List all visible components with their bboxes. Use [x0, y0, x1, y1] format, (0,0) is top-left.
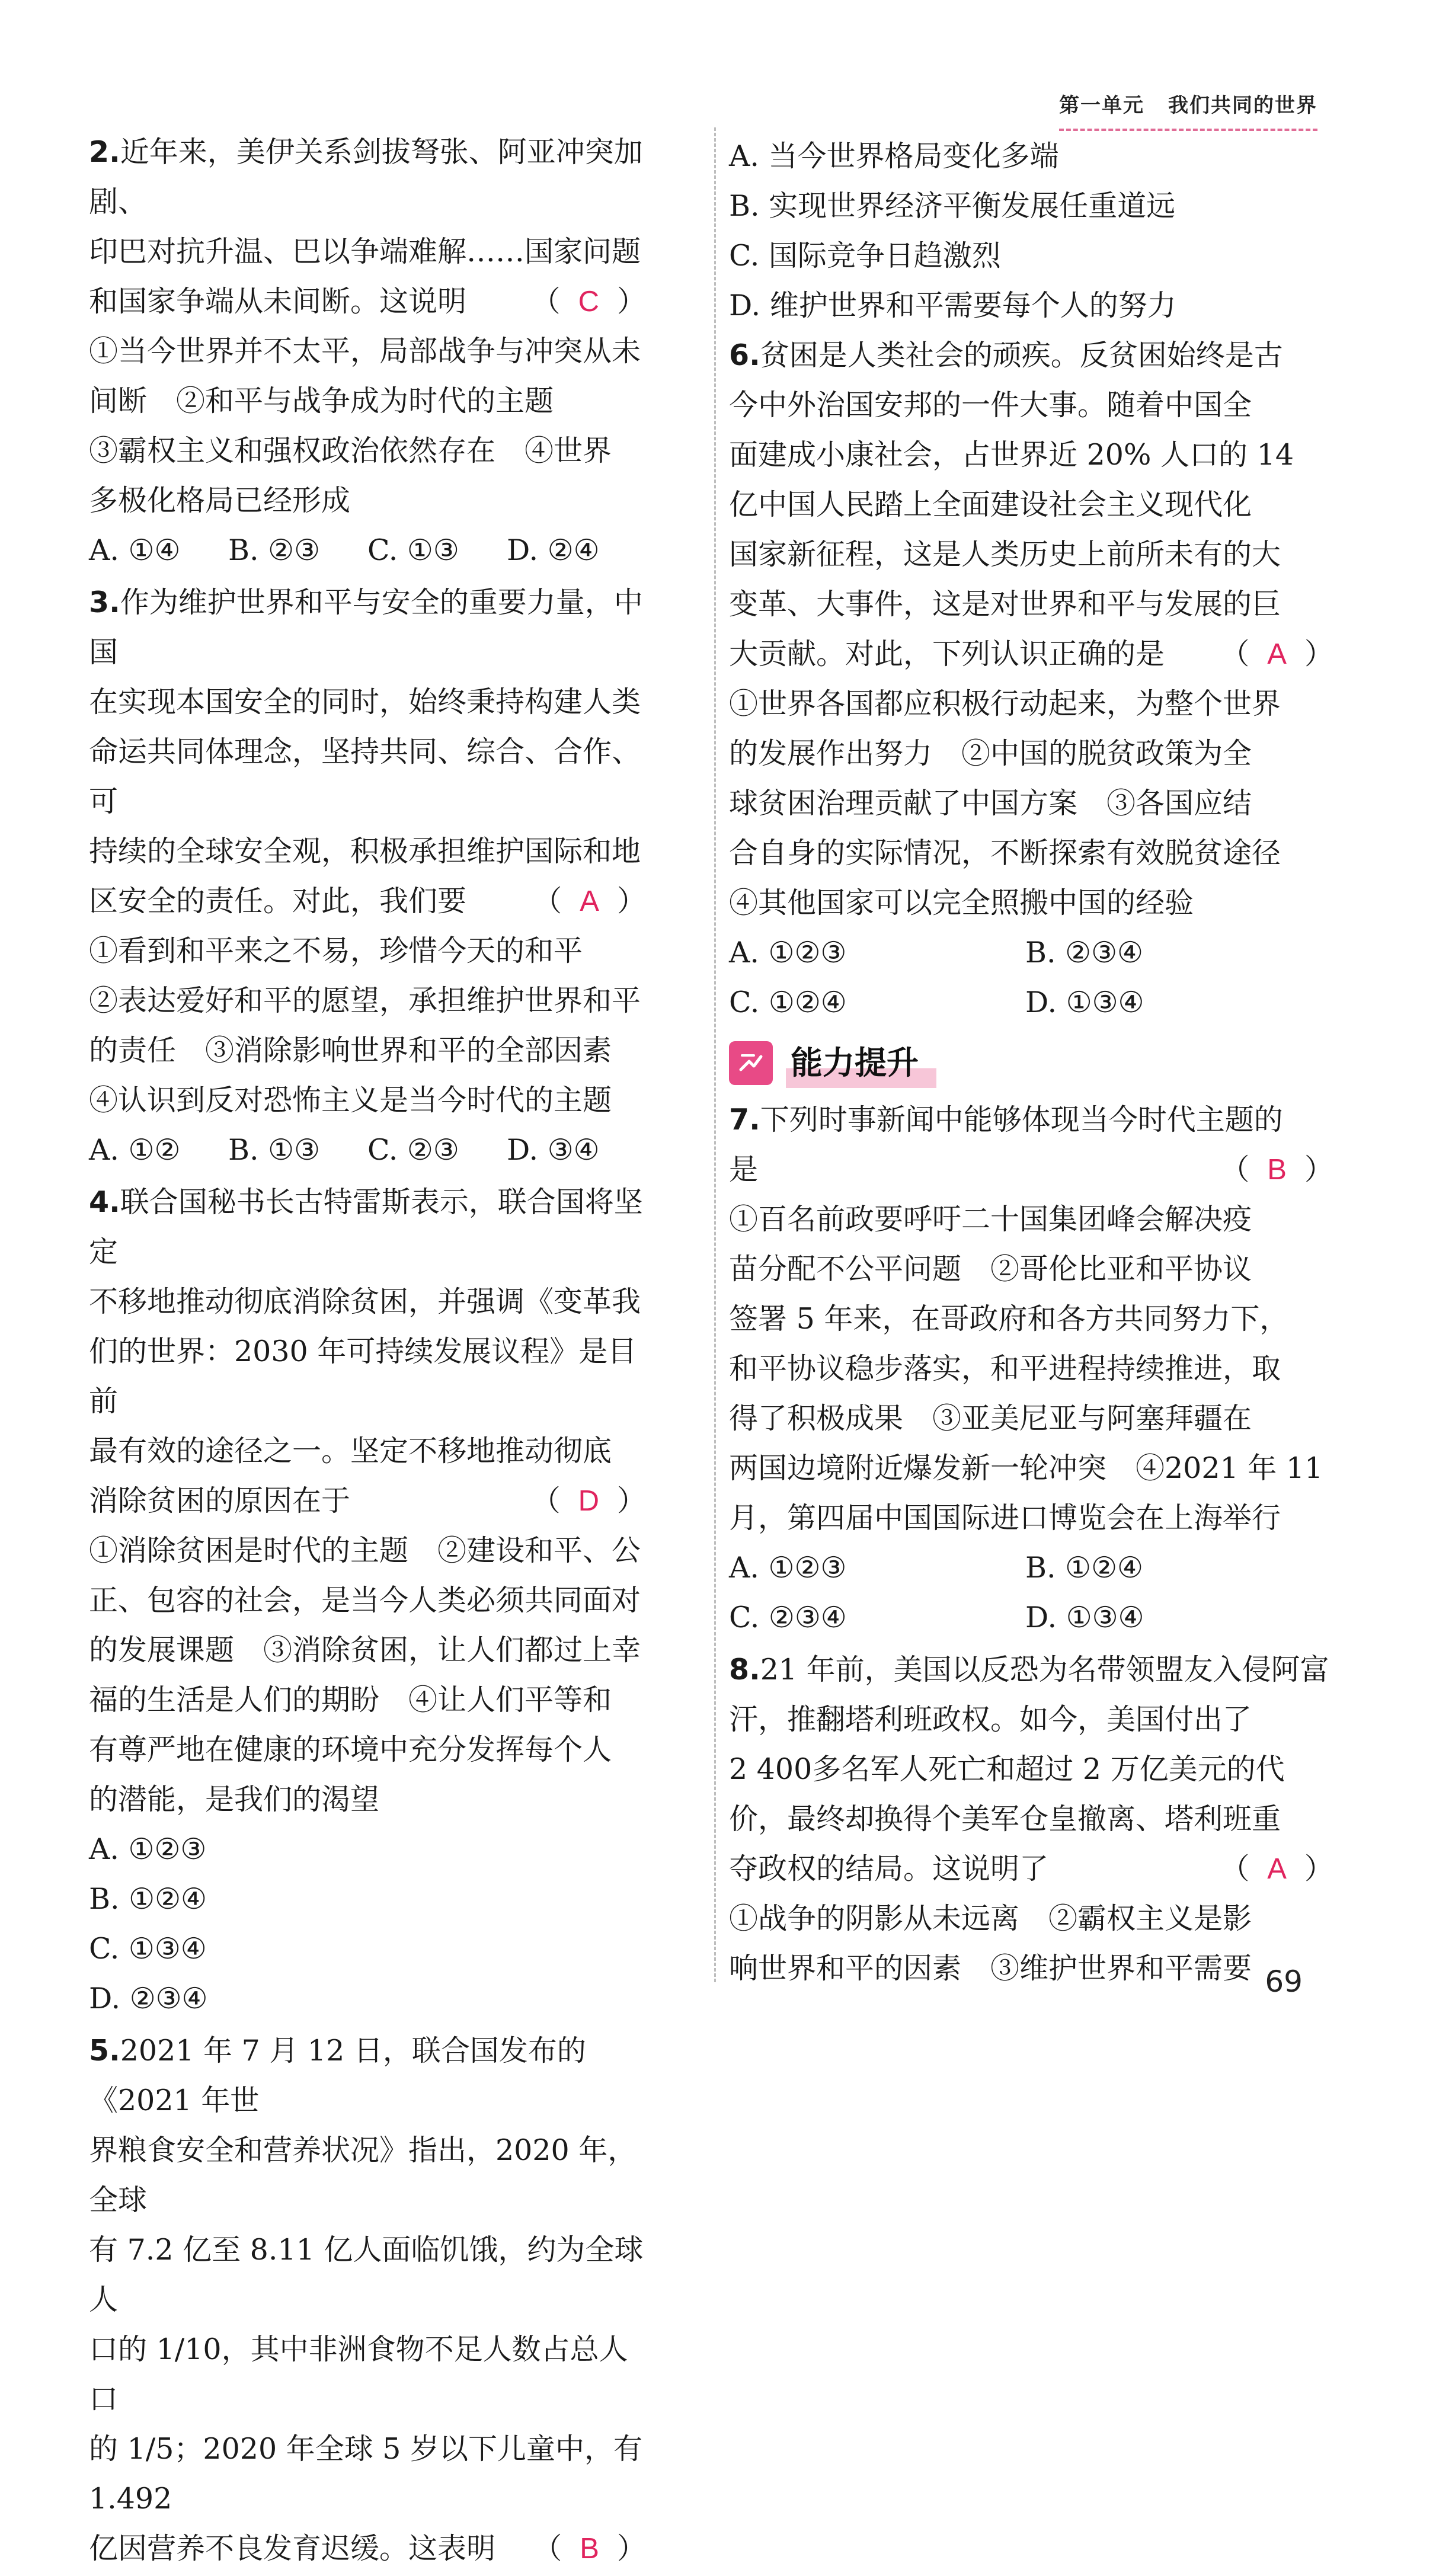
statement-line: ①看到和平来之不易，珍惜今天的和平 — [89, 934, 583, 968]
question-line — [729, 530, 1333, 580]
question-line — [729, 580, 1333, 629]
question-text: 不移地推动彻底消除贫困，并强调《变革我 — [89, 1285, 641, 1319]
answer-bracket: （ A ） — [1220, 637, 1333, 671]
statement-line: ③霸权主义和强权政治依然存在 ④世界 — [89, 434, 612, 468]
stem-end-text — [89, 277, 466, 327]
statement-line: ①百名前政要呼吁二十国集团峰会解决疫 — [729, 1202, 1252, 1236]
answer-letter: D — [578, 1485, 599, 1517]
question-text: 汗，推翻塔利班政权。如今，美国付出了 — [729, 1703, 1252, 1736]
statement-line: 福的生活是人们的期盼 ④让人们平等和 — [89, 1683, 612, 1717]
question-text: 价，最终却换得个美军仓皇撤离、塔利班重 — [729, 1802, 1281, 1836]
option: A. ①②③ — [729, 1551, 847, 1585]
option: D. ①③④ — [1025, 1601, 1144, 1634]
option: B. ①③ — [228, 1133, 321, 1167]
question-line — [89, 127, 646, 227]
stem-end-text — [89, 876, 466, 926]
answer-bracket: （ A ） — [533, 884, 646, 918]
question-text: 亿中国人民踏上全面建设社会主义现代化 — [729, 488, 1252, 521]
question-text: 2 400多名军人死亡和超过 2 万亿美元的代 — [729, 1752, 1285, 1786]
unit-label: 第一单元 — [1059, 94, 1144, 117]
question — [89, 2026, 646, 2574]
question — [89, 127, 646, 575]
unit-title: 我们共同的世界 — [1168, 94, 1317, 117]
answer-letter: B — [1267, 1154, 1287, 1186]
options-row — [89, 1125, 646, 1175]
page-number: 69 — [1265, 1964, 1303, 1999]
stem-end-words: 夺政权的结局。这说明了 — [729, 1852, 1049, 1886]
section-title: 能力提升 — [786, 1038, 936, 1088]
section-badge-icon — [729, 1041, 773, 1085]
stem-end-words: 亿因营养不良发育迟缓。这表明 — [89, 2532, 496, 2565]
question-text: 作为维护世界和平与安全的重要力量，中国 — [89, 585, 643, 669]
statement-line: ①消除贫困是时代的主题 ②建设和平、公 — [89, 1534, 641, 1567]
right-questions-group-1 — [729, 331, 1333, 1028]
statement-line: 和平协议稳步落实，和平进程持续推进，取 — [729, 1352, 1281, 1385]
question-text: 贫困是人类社会的顽疾。反贫困始终是古 — [760, 338, 1283, 372]
question-line — [89, 1177, 646, 1277]
question-stem-end — [729, 629, 1333, 679]
option: A. ①④ — [89, 533, 181, 567]
question-line — [89, 1327, 646, 1426]
question-stem-end — [729, 1844, 1333, 1894]
statement-line: ②表达爱好和平的愿望，承担维护世界和平 — [89, 984, 641, 1017]
q5-options — [729, 132, 1333, 331]
question-text: 持续的全球安全观，积极承担维护国际和地 — [89, 834, 641, 868]
question-line — [729, 1095, 1333, 1145]
question-line — [89, 2325, 646, 2424]
statement-line: 多极化格局已经形成 — [89, 484, 351, 517]
question-stem-end — [89, 876, 646, 926]
question-text: 印巴对抗升温、巴以争端难解……国家问题 — [89, 235, 641, 268]
answer-bracket: （ B ） — [1220, 1153, 1333, 1186]
question-text: 界粮食安全和营养状况》指出，2020 年，全球 — [89, 2133, 637, 2217]
option: D. ②④ — [507, 533, 600, 567]
question-stem-end — [89, 277, 646, 327]
question-line — [729, 331, 1333, 380]
statement-line: 苗分配不公平问题 ②哥伦比亚和平协议 — [729, 1252, 1252, 1286]
answer-letter: B — [580, 2533, 599, 2565]
option: B. ②③ — [228, 533, 321, 567]
statement-line: ①世界各国都应积极行动起来，为整个世界 — [729, 687, 1281, 721]
option: C. ①③④ — [89, 1932, 207, 1966]
question-line — [729, 430, 1333, 480]
option: D. ②③④ — [89, 1982, 208, 2015]
stem-end-words: 消除贫困的原因在于 — [89, 1484, 351, 1518]
statement-line: 的发展课题 ③消除贫困，让人们都过上幸 — [89, 1633, 641, 1667]
question-number: 5. — [89, 2034, 120, 2068]
column-divider — [714, 127, 716, 1982]
answer-bracket: （ C ） — [531, 284, 646, 318]
statement-line: 正、包容的社会，是当今人类必须共同面对 — [89, 1583, 641, 1617]
right-column — [729, 132, 1333, 1996]
statement-line: 球贫困治理贡献了中国方案 ③各国应结 — [729, 786, 1252, 820]
options-row — [729, 928, 1333, 978]
question-text: 联合国秘书长古特雷斯表示，联合国将坚定 — [89, 1185, 643, 1269]
answer-bracket: （ D ） — [531, 1484, 646, 1518]
stem-end-words: 大贡献。对此，下列认识正确的是 — [729, 637, 1165, 671]
question-line — [729, 1645, 1333, 1695]
section-heading — [729, 1035, 1333, 1092]
statement-line: 的发展作出努力 ②中国的脱贫政策为全 — [729, 737, 1252, 770]
statement-line: 有尊严地在健康的环境中充分发挥每个人 — [89, 1733, 612, 1767]
question-line — [89, 1426, 646, 1476]
question-text: 变革、大事件，这是对世界和平与发展的巨 — [729, 587, 1281, 621]
question-line — [89, 827, 646, 876]
options-row — [89, 526, 646, 575]
question-line — [89, 2225, 646, 2325]
question — [729, 1095, 1333, 1643]
left-column — [89, 127, 646, 2576]
question-number: 8. — [729, 1653, 760, 1687]
statement-line: 月，第四届中国国际进口博览会在上海举行 — [729, 1501, 1281, 1535]
answer-letter: A — [580, 885, 599, 917]
options-row — [89, 1924, 646, 2024]
stem-end-text — [89, 2524, 495, 2574]
question — [89, 1177, 646, 2024]
statement-line: 的潜能，是我们的渴望 — [89, 1783, 380, 1816]
question-text: 国家新征程，这是人类历史上前所未有的大 — [729, 537, 1281, 571]
option: D. ①③④ — [1025, 985, 1144, 1019]
statement-line: 合自身的实际情况，不断探索有效脱贫途径 — [729, 836, 1281, 870]
question — [89, 578, 646, 1175]
option: B. ①②④ — [89, 1882, 207, 1916]
statement-line: ④其他国家可以完全照搬中国的经验 — [729, 886, 1194, 920]
stem-end-words: 是 — [729, 1153, 759, 1186]
options-row — [89, 1825, 646, 1924]
question-text: 2021 年 7 月 12 日，联合国发布的《2021 年世 — [89, 2034, 586, 2117]
answer-bracket: （ B ） — [533, 2532, 646, 2565]
statement-line: ④认识到反对恐怖主义是当今时代的主题 — [89, 1083, 612, 1117]
question-number: 6. — [729, 338, 760, 372]
option: C. ②③ — [367, 1133, 459, 1167]
answer-letter: A — [1267, 638, 1287, 670]
question — [729, 331, 1333, 1028]
question-text: 有 7.2 亿至 8.11 亿人面临饥饿，约为全球人 — [89, 2233, 644, 2316]
option: C. ②③④ — [729, 1601, 847, 1634]
option-line: C. 国际竞争日趋激烈 — [729, 239, 1001, 273]
question-line — [729, 1745, 1333, 1794]
question-line — [89, 227, 646, 277]
question-number: 2. — [89, 135, 120, 169]
question-text: 下列时事新闻中能够体现当今时代主题的 — [760, 1103, 1283, 1137]
question-line — [89, 727, 646, 827]
question-number: 4. — [89, 1185, 120, 1219]
question-stem-end — [89, 2524, 646, 2574]
question-line — [729, 380, 1333, 430]
option: B. ②③④ — [1025, 936, 1143, 969]
option: A. ①②③ — [729, 936, 847, 969]
page-header — [1059, 89, 1317, 131]
option-line: D. 维护世界和平需要每个人的努力 — [729, 289, 1176, 322]
stem-end-words: 区安全的责任。对此，我们要 — [89, 884, 467, 918]
question-text: 21 年前，美国以反恐为名带领盟友入侵阿富 — [760, 1653, 1329, 1687]
question-line — [89, 578, 646, 677]
question-text: 近年来，美伊关系剑拔弩张、阿亚冲突加剧、 — [89, 135, 643, 219]
question-text: 面建成小康社会，占世界近 20% 人口的 14 — [729, 438, 1294, 472]
question-line — [729, 1794, 1333, 1844]
statement-line: ①战争的阴影从未远离 ②霸权主义是影 — [729, 1902, 1252, 1935]
question-text: 在实现本国安全的同时，始终秉持构建人类 — [89, 685, 641, 719]
statement-line: 的责任 ③消除影响世界和平的全部因素 — [89, 1033, 612, 1067]
question-stem-end — [729, 1145, 1333, 1195]
question-text: 口的 1/10，其中非洲食物不足人数占总人口 — [89, 2332, 628, 2416]
right-questions-group-2 — [729, 1095, 1333, 1993]
statement-line: 间断 ②和平与战争成为时代的主题 — [89, 384, 554, 418]
stem-end-text — [729, 629, 1165, 679]
question-line — [729, 480, 1333, 530]
question-text: 命运共同体理念，坚持共同、综合、合作、可 — [89, 735, 641, 818]
stem-end-text — [729, 1844, 1048, 1894]
option: A. ①② — [89, 1133, 181, 1167]
answer-bracket: （ A ） — [1220, 1852, 1333, 1886]
question-number: 7. — [729, 1103, 760, 1137]
option: D. ③④ — [507, 1133, 600, 1167]
question-text: 的 1/5；2020 年全球 5 岁以下儿童中，有1.492 — [89, 2432, 643, 2516]
statement-line: 两国边境附近爆发新一轮冲突 ④2021 年 11 — [729, 1451, 1323, 1485]
question-text: 们的世界：2030 年可持续发展议程》是目前 — [89, 1335, 637, 1418]
answer-letter: A — [1267, 1853, 1287, 1885]
stem-end-text — [729, 1145, 758, 1195]
option: B. ①②④ — [1025, 1551, 1143, 1585]
question-text: 今中外治国安邦的一件大事。随着中国全 — [729, 388, 1252, 422]
stem-end-words: 和国家争端从未间断。这说明 — [89, 284, 467, 318]
question-stem-end — [89, 1476, 646, 1526]
statement-line: 得了积极成果 ③亚美尼亚与阿塞拜疆在 — [729, 1401, 1252, 1435]
statement-line: 响世界和平的因素 ③维护世界和平需要 — [729, 1951, 1252, 1985]
question-number: 3. — [89, 585, 120, 619]
answer-letter: C — [578, 286, 599, 318]
option: C. ①②④ — [729, 985, 847, 1019]
option-line: B. 实现世界经济平衡发展任重道远 — [729, 189, 1176, 223]
option: C. ①③ — [367, 533, 459, 567]
question-line — [89, 2026, 646, 2126]
question-text: 最有效的途径之一。坚定不移地推动彻底 — [89, 1434, 612, 1468]
options-row — [729, 1593, 1333, 1643]
option: A. ①②③ — [89, 1832, 207, 1866]
question-line — [89, 2424, 646, 2524]
options-row — [729, 1543, 1333, 1593]
statement-line: 签署 5 年来，在哥政府和各方共同努力下， — [729, 1302, 1289, 1336]
stem-end-text — [89, 1476, 350, 1526]
option-line: A. 当今世界格局变化多端 — [729, 139, 1059, 173]
question-line — [89, 677, 646, 727]
statement-line: ①当今世界并不太平，局部战争与冲突从未 — [89, 334, 641, 368]
question-line — [89, 2126, 646, 2225]
question-line — [89, 1277, 646, 1327]
question — [729, 1645, 1333, 1993]
options-row — [729, 978, 1333, 1028]
question-line — [729, 1695, 1333, 1745]
